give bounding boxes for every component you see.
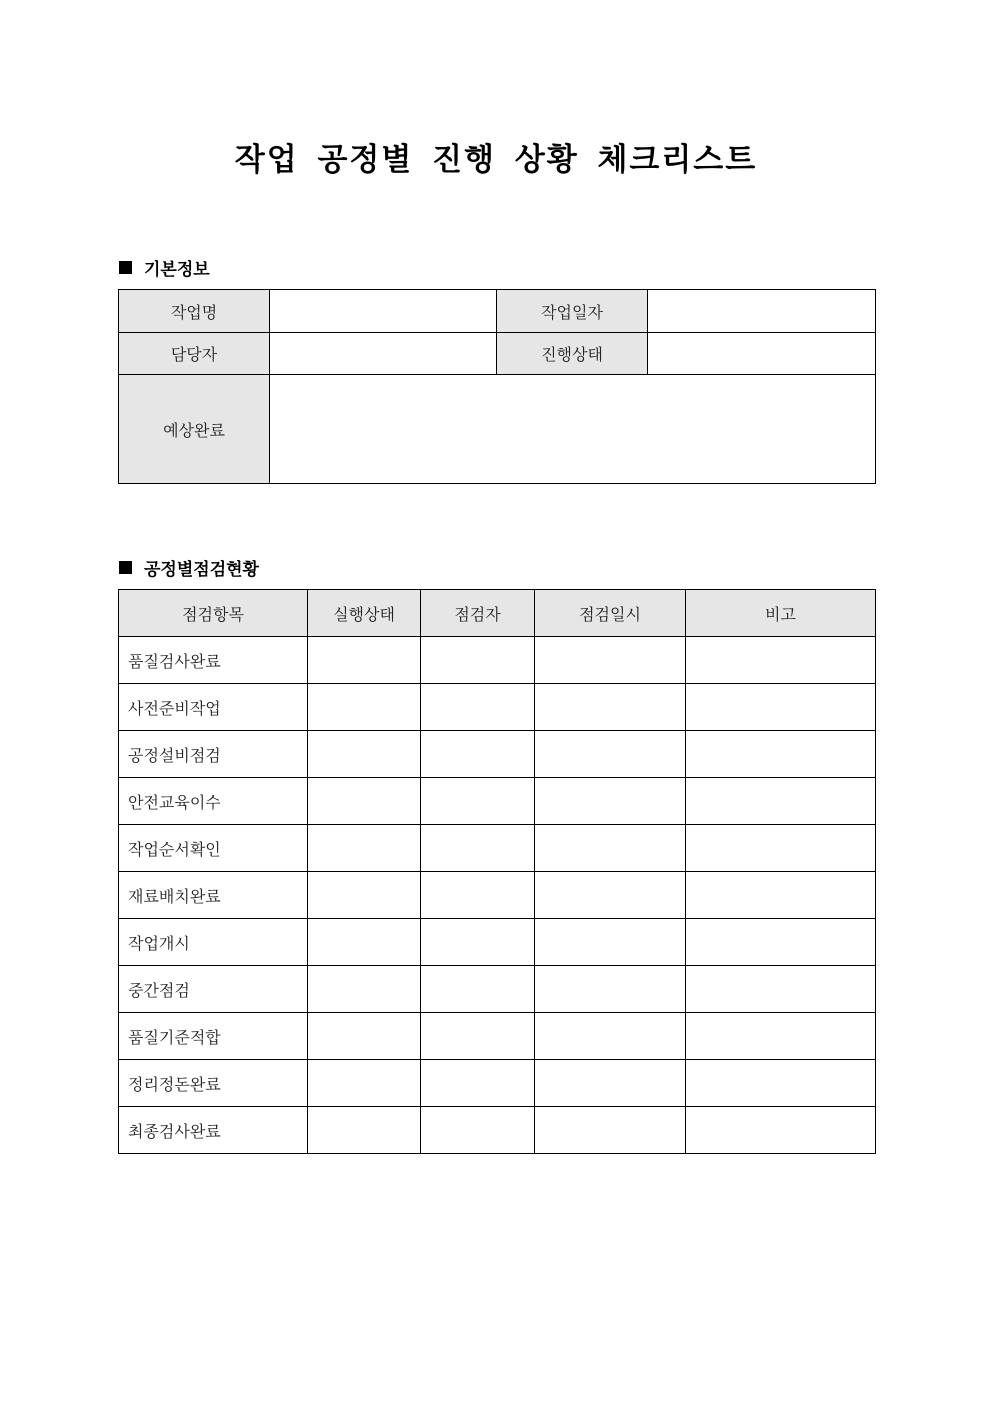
note-cell[interactable] [686, 731, 876, 778]
inspector-cell[interactable] [421, 778, 535, 825]
work-date-label: 작업일자 [497, 290, 648, 333]
inspector-cell[interactable] [421, 966, 535, 1013]
inspector-cell[interactable] [421, 684, 535, 731]
table-row [119, 1013, 876, 1060]
inspector-cell[interactable] [421, 1107, 535, 1154]
table-row [119, 684, 876, 731]
inspector-cell[interactable] [421, 1060, 535, 1107]
inspector-cell[interactable] [421, 1013, 535, 1060]
table-row [119, 637, 876, 684]
column-header-datetime: 점검일시 [535, 590, 686, 637]
item-cell: 안전교육이수 [119, 778, 308, 825]
inspector-cell[interactable] [421, 919, 535, 966]
progress-status-label: 진행상태 [497, 333, 648, 375]
basic-info-heading-text: 기본정보 [144, 260, 210, 280]
table-row [119, 778, 876, 825]
inspector-cell[interactable] [421, 825, 535, 872]
item-cell: 작업순서확인 [119, 825, 308, 872]
datetime-cell[interactable] [535, 872, 686, 919]
note-cell[interactable] [686, 1107, 876, 1154]
checklist-table [118, 589, 876, 1154]
note-cell[interactable] [686, 1060, 876, 1107]
column-header-inspector: 점검자 [421, 590, 535, 637]
inspector-cell[interactable] [421, 731, 535, 778]
column-header-note: 비고 [686, 590, 876, 637]
item-cell: 공정설비점검 [119, 731, 308, 778]
datetime-cell[interactable] [535, 1013, 686, 1060]
status-cell[interactable] [308, 1013, 421, 1060]
status-cell[interactable] [308, 919, 421, 966]
table-row [119, 872, 876, 919]
work-name-field[interactable] [270, 290, 497, 333]
note-cell[interactable] [686, 966, 876, 1013]
manager-field[interactable] [270, 333, 497, 375]
note-cell[interactable] [686, 919, 876, 966]
item-cell: 재료배치완료 [119, 872, 308, 919]
document-title: 작업 공정별 진행 상황 체크리스트 [234, 142, 758, 178]
table-row [119, 1107, 876, 1154]
status-cell[interactable] [308, 731, 421, 778]
expected-completion-label: 예상완료 [119, 375, 270, 484]
checklist-heading [119, 555, 259, 580]
work-date-field[interactable] [648, 290, 876, 333]
status-cell[interactable] [308, 966, 421, 1013]
item-cell: 최종검사완료 [119, 1107, 308, 1154]
note-cell[interactable] [686, 825, 876, 872]
datetime-cell[interactable] [535, 919, 686, 966]
item-cell: 중간점검 [119, 966, 308, 1013]
progress-status-field[interactable] [648, 333, 876, 375]
status-cell[interactable] [308, 1060, 421, 1107]
datetime-cell[interactable] [535, 778, 686, 825]
inspector-cell[interactable] [421, 637, 535, 684]
item-cell: 품질기준적합 [119, 1013, 308, 1060]
manager-label: 담당자 [119, 333, 270, 375]
status-cell[interactable] [308, 684, 421, 731]
datetime-cell[interactable] [535, 1060, 686, 1107]
datetime-cell[interactable] [535, 1107, 686, 1154]
basic-info-table [118, 289, 876, 484]
note-cell[interactable] [686, 778, 876, 825]
datetime-cell[interactable] [535, 684, 686, 731]
basic-info-heading [119, 255, 210, 280]
table-row [119, 825, 876, 872]
datetime-cell[interactable] [535, 637, 686, 684]
inspector-cell[interactable] [421, 872, 535, 919]
datetime-cell[interactable] [535, 966, 686, 1013]
table-row [119, 919, 876, 966]
status-cell[interactable] [308, 637, 421, 684]
item-cell: 품질검사완료 [119, 637, 308, 684]
status-cell[interactable] [308, 1107, 421, 1154]
status-cell[interactable] [308, 778, 421, 825]
square-bullet-icon [119, 561, 132, 574]
column-header-status: 실행상태 [308, 590, 421, 637]
item-cell: 정리정돈완료 [119, 1060, 308, 1107]
item-cell: 사전준비작업 [119, 684, 308, 731]
note-cell[interactable] [686, 872, 876, 919]
square-bullet-icon [119, 261, 132, 274]
table-row [119, 1060, 876, 1107]
checklist-heading-text: 공정별점검현황 [144, 560, 259, 580]
table-row [119, 731, 876, 778]
item-cell: 작업개시 [119, 919, 308, 966]
note-cell[interactable] [686, 1013, 876, 1060]
note-cell[interactable] [686, 684, 876, 731]
note-cell[interactable] [686, 637, 876, 684]
status-cell[interactable] [308, 872, 421, 919]
status-cell[interactable] [308, 825, 421, 872]
column-header-item: 점검항목 [119, 590, 308, 637]
expected-completion-field[interactable] [270, 375, 876, 484]
datetime-cell[interactable] [535, 825, 686, 872]
work-name-label: 작업명 [119, 290, 270, 333]
datetime-cell[interactable] [535, 731, 686, 778]
table-row [119, 966, 876, 1013]
